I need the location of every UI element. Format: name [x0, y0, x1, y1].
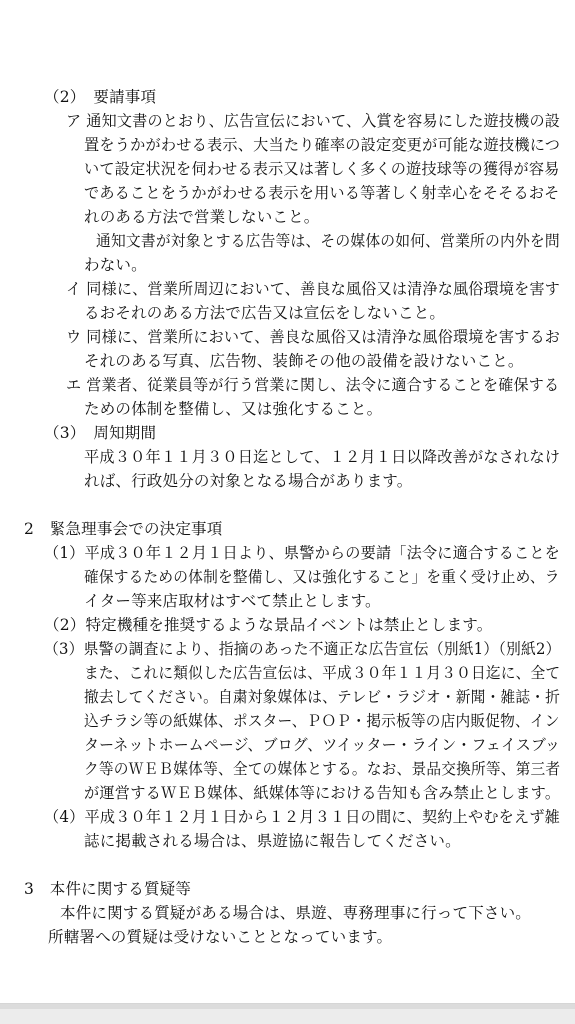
item-a-line: 通知文書が対象とする広告等は、その媒体の如何、営業所の内外を問 [96, 232, 560, 250]
decision-item-3-line: （3）県警の調査により、指摘のあった不適正な広告宣伝（別紙1）（別紙2） [44, 640, 561, 658]
item-e-line: エ 営業者、従業員等が行う営業に関し、法令に適合することを確保する [66, 376, 560, 394]
decision-item-1-line: 確保するための体制を整備し、又は強化すること」を重く受け止め、ラ [84, 568, 560, 586]
subsection-heading-notice-period: （3） 周知期間 [44, 424, 157, 442]
decision-item-3-line: また、これに類似した広告宣伝は、平成３０年１１月３０日迄に、全て [84, 664, 561, 682]
decision-item-3-line: ク等のＷＥＢ媒体等、全ての媒体とする。なお、景品交換所等、第三者 [84, 760, 561, 778]
item-i-line: イ 同様に、営業所周辺において、善良な風俗又は清浄な風俗環境を害す [66, 280, 561, 298]
inquiries-line: 所轄署への質疑は受けないこととなっています。 [48, 928, 393, 946]
item-e-line: ための体制を整備し、又は強化すること。 [84, 400, 383, 418]
item-a-line: であることをうかがわせる表示を用いる等著しく射幸心をそそるおそ [84, 184, 560, 202]
item-u-line: ウ 同様に、営業所において、善良な風俗又は清浄な風俗環境を害するお [66, 328, 561, 346]
subsection-heading-request: （2） 要請事項 [44, 88, 157, 106]
decision-item-4-line: （4）平成３０年１２月１日から１２月３１日の間に、契約上やむをえず雑 [44, 808, 561, 826]
bottom-edge-shadow [0, 1004, 575, 1009]
item-a-line: いて設定状況を伺わせる表示又は著しく多くの遊技球等の獲得が容易 [84, 160, 560, 178]
section-heading-inquiries: 3 本件に関する質疑等 [24, 880, 192, 898]
item-u-line: それのある写真、広告物、装飾その他の設備を設けないこと。 [84, 352, 524, 370]
decision-item-3-line: 撤去してください。自粛対象媒体は、テレビ・ラジオ・新聞・雑誌・折 [84, 688, 560, 706]
inquiries-line: 本件に関する質疑がある場合は、県遊、専務理事に行って下さい。 [60, 904, 532, 922]
bottom-scroll-edge [0, 1003, 575, 1024]
item-i-line: るおそれのある方法で広告又は宣伝をしないこと。 [84, 304, 446, 322]
notice-period-line: れば、行政処分の対象となる場合があります。 [84, 472, 413, 490]
item-a-line: れのある方法で営業しないこと。 [84, 208, 320, 226]
item-a-line: ア 通知文書のとおり、広告宣伝において、入賞を容易にした遊技機の設 [66, 112, 561, 130]
decision-item-3-line: が運営するＷＥＢ媒体、紙媒体等における告知も含み禁止とします。 [84, 784, 561, 802]
item-a-line: わない。 [84, 256, 147, 274]
item-a-line: 置をうかがわせる表示、大当たり確率の設定変更が可能な遊技機につ [84, 136, 561, 154]
decision-item-3-line: 込チラシ等の紙媒体、ポスター、ＰＯＰ・掲示板等の店内販促物、イン [84, 712, 560, 730]
decision-item-1-line: （1）平成３０年１２月１日より、県警からの要請「法令に適合することを [44, 544, 561, 562]
decision-item-1-line: イター等来店取材はすべて禁止とします。 [84, 592, 381, 610]
decision-item-2-line: （2）特定機種を推奨するような景品イベントは禁止とします。 [44, 616, 493, 634]
decision-item-4-line: 誌に掲載される場合は、県遊協に報告してください。 [84, 832, 461, 850]
notice-period-line: 平成３０年１１月３０日迄として、１２月１日以降改善がなされなけ [84, 448, 561, 466]
section-heading-emergency-decisions: 2 緊急理事会での決定事項 [24, 520, 223, 538]
decision-item-3-line: ターネットホームページ、ブログ、ツイッター・ライン・フェイスブッ [84, 736, 561, 754]
